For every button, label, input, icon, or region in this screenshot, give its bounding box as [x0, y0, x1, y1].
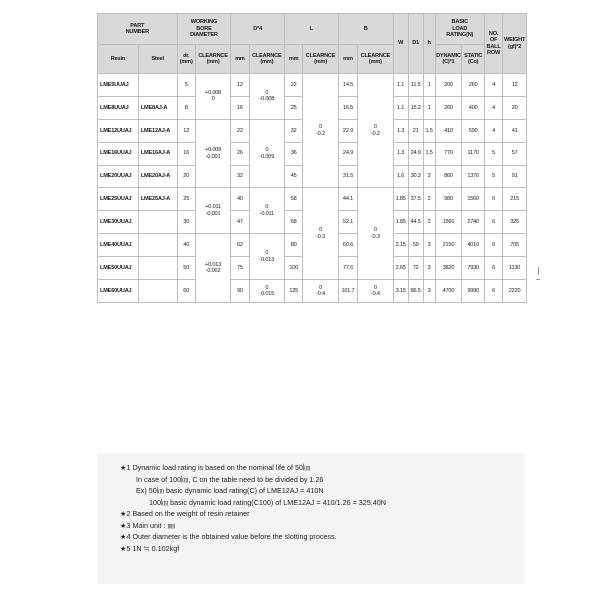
- bore-dr: 60: [177, 280, 195, 303]
- weight-value: 325: [503, 211, 527, 234]
- specification-table: [97, 13, 527, 303]
- b-mm: 44.1: [338, 188, 357, 211]
- note-dynamic-load: ★1 Dynamic load rating is based on the nominal life of 50㎞: [120, 463, 311, 472]
- tol-lower: -0.009: [259, 153, 275, 160]
- h-value: 1.5: [423, 142, 435, 165]
- bore-dr: 30: [177, 211, 195, 234]
- static-value: 2740: [462, 211, 485, 234]
- b-clearance: [358, 280, 393, 303]
- ball-rows-value: 6: [484, 257, 502, 280]
- resin-part: LME16UUAJ: [98, 142, 139, 165]
- dynamic-value: 860: [435, 165, 462, 188]
- table-row: [98, 280, 527, 303]
- resin-part: LME25UUAJ: [98, 188, 139, 211]
- bore-dr: 50: [177, 257, 195, 280]
- note-example-detail: 100㎞ basic dynamic load rating(C100) of LME12AJ = 410/1.26 = 325.40N: [149, 497, 386, 507]
- d1-value: 24.9: [408, 142, 423, 165]
- weight-value: 2220: [503, 280, 527, 303]
- header-working-bore: WORKING BORE DIAMETER: [177, 14, 231, 45]
- tol-upper: +0.009: [205, 147, 222, 154]
- l-mm: 80: [285, 234, 303, 257]
- h-value: 1: [423, 96, 435, 119]
- static-value: 7930: [462, 257, 485, 280]
- d-clearance: [249, 280, 284, 303]
- header-static: STATIC (Co): [462, 45, 485, 74]
- b-mm: 101.7: [338, 280, 357, 303]
- bore-clearance: [195, 234, 230, 303]
- tol-lower: -0.011: [259, 210, 274, 217]
- resin-part: LME60UUAJ: [98, 280, 139, 303]
- w-value: 2.65: [393, 257, 408, 280]
- static-value: 400: [462, 96, 485, 119]
- l-mm: 125: [285, 280, 303, 303]
- tol-lower: -0.3: [370, 233, 380, 240]
- tol-lower: -0.015: [259, 290, 275, 297]
- header-part-number: PART NUMBER: [98, 14, 178, 45]
- weight-value: 705: [503, 234, 527, 257]
- resin-part: LME5UUAJ: [98, 74, 139, 97]
- tol-upper: 0: [319, 227, 322, 234]
- tol-lower: -0.002: [205, 268, 221, 275]
- dynamic-value: 770: [435, 142, 462, 165]
- l-mm: 36: [285, 142, 303, 165]
- tol-lower: -0.013: [259, 256, 275, 263]
- tol-lower: 0: [211, 96, 215, 103]
- resin-part: LME30UUAJ: [98, 211, 139, 234]
- tol-lower: -0.2: [316, 130, 325, 137]
- tol-upper: 0: [265, 89, 269, 96]
- margin-mark: [536, 279, 540, 280]
- h-value: 2: [423, 188, 435, 211]
- tol-upper: 0: [265, 250, 269, 257]
- tol-upper: 0: [265, 204, 269, 211]
- l-mm: 25: [285, 96, 303, 119]
- note-conversion: ★5 1N ≒ 0.102kgf: [120, 543, 180, 553]
- header-dynamic: DYNAMIC (C)*1: [435, 45, 462, 74]
- dynamic-value: 410: [435, 119, 462, 142]
- dynamic-value: 2150: [435, 234, 462, 257]
- h-value: 3: [423, 280, 435, 303]
- header-ball-rows: NO. OF BALL ROW: [484, 14, 502, 74]
- steel-part: [138, 74, 177, 97]
- d1-value: 21: [408, 119, 423, 142]
- d-clearance: [249, 74, 284, 120]
- header-b: B: [338, 14, 393, 45]
- steel-part: [138, 211, 177, 234]
- header-resin: Resin: [98, 45, 139, 74]
- d-clearance: [249, 119, 284, 188]
- w-value: 1.6: [393, 165, 408, 188]
- steel-part: LME20AJ-A: [138, 165, 177, 188]
- w-value: 1.1: [393, 96, 408, 119]
- static-value: 1560: [462, 188, 485, 211]
- h-value: 1.5: [423, 119, 435, 142]
- tol-lower: -0.001: [205, 153, 221, 160]
- header-l: L: [285, 14, 339, 45]
- tol-upper: 0: [373, 227, 377, 234]
- d-mm: 12: [231, 74, 249, 97]
- h-value: 2: [423, 165, 435, 188]
- bore-dr: 20: [177, 165, 195, 188]
- d-clearance: [249, 188, 284, 234]
- resin-part: LME40UUAJ: [98, 234, 139, 257]
- h-value: 1: [423, 74, 435, 97]
- static-value: 1370: [462, 165, 485, 188]
- tol-lower: -0.2: [370, 130, 380, 137]
- b-mm: 14.5: [338, 74, 357, 97]
- static-value: 1170: [462, 142, 485, 165]
- header-d1: D1: [408, 14, 423, 74]
- tol-lower: -0.008: [259, 96, 275, 103]
- tol-upper: +0.013: [205, 261, 222, 268]
- ball-rows-value: 5: [484, 142, 502, 165]
- dynamic-value: 1560: [435, 211, 462, 234]
- weight-value: 12: [503, 74, 527, 97]
- l-mm: 68: [285, 211, 303, 234]
- weight-value: 1130: [503, 257, 527, 280]
- ball-rows-value: 5: [484, 165, 502, 188]
- dynamic-value: 3820: [435, 257, 462, 280]
- static-value: 260: [462, 74, 485, 97]
- steel-part: LME16AJ-A: [138, 142, 177, 165]
- tol-upper: 0: [265, 147, 269, 154]
- ball-rows-value: 4: [484, 74, 502, 97]
- b-mm: 77.6: [338, 257, 357, 280]
- ball-rows-value: 6: [484, 234, 502, 257]
- d1-value: 15.2: [408, 96, 423, 119]
- d-clearance: [249, 234, 284, 280]
- w-value: 1.85: [393, 211, 408, 234]
- l-clearance: [303, 188, 338, 280]
- ball-rows-value: 4: [484, 119, 502, 142]
- note-example: Ex) 50㎞ basic dynamic load rating(C) of LME12AJ = 410N: [136, 486, 324, 495]
- w-value: 3.15: [393, 280, 408, 303]
- d1-value: 30.3: [408, 165, 423, 188]
- weight-value: 41: [503, 119, 527, 142]
- tol-lower: -0.4: [370, 290, 380, 297]
- w-value: 1.3: [393, 119, 408, 142]
- d1-value: 86.5: [408, 280, 423, 303]
- header-l-mm: mm: [285, 45, 303, 74]
- h-value: 3: [423, 234, 435, 257]
- header-l-clearance: CLEARNCE (mm): [303, 45, 338, 74]
- d1-value: 11.5: [408, 74, 423, 97]
- table-row: [98, 74, 527, 97]
- bore-dr: 40: [177, 234, 195, 257]
- weight-value: 91: [503, 165, 527, 188]
- ball-rows-value: 6: [484, 211, 502, 234]
- d-mm: 62: [231, 234, 249, 257]
- tol-upper: 0: [373, 284, 377, 291]
- bore-dr: 16: [177, 142, 195, 165]
- header-basic-load-rating: BASIC LOAD RATING(N): [435, 14, 484, 45]
- tol-lower: -0.001: [205, 210, 221, 217]
- margin-mark: [538, 267, 539, 275]
- tol-upper: +0.008: [205, 89, 222, 96]
- bore-clearance: [195, 188, 230, 234]
- h-value: 3: [423, 257, 435, 280]
- static-value: 590: [462, 119, 485, 142]
- steel-part: [138, 257, 177, 280]
- notes-box: [97, 453, 525, 584]
- bore-clearance: [195, 119, 230, 188]
- tol-upper: +0.011: [205, 204, 221, 211]
- b-mm: 24.9: [338, 142, 357, 165]
- weight-value: 57: [503, 142, 527, 165]
- l-mm: 58: [285, 188, 303, 211]
- header-d-clearance: CLEARNCE (mm): [249, 45, 284, 74]
- header-b-clearance: CLEARNCE (mm): [358, 45, 393, 74]
- d-mm: 32: [231, 165, 249, 188]
- b-clearance: [358, 188, 393, 280]
- header-steel: Steel: [138, 45, 177, 74]
- d1-value: 37.5: [408, 188, 423, 211]
- l-mm: 45: [285, 165, 303, 188]
- d-mm: 40: [231, 188, 249, 211]
- d-mm: 22: [231, 119, 249, 142]
- header-d-mm: mm: [231, 45, 249, 74]
- static-value: 4010: [462, 234, 485, 257]
- table-row: [98, 188, 527, 211]
- resin-part: LME50UUAJ: [98, 257, 139, 280]
- bore-dr: 8: [177, 96, 195, 119]
- tol-upper: 0: [265, 284, 269, 291]
- d-mm: 47: [231, 211, 249, 234]
- l-mm: 22: [285, 74, 303, 97]
- resin-part: LME12UUAJ: [98, 119, 139, 142]
- h-value: 2: [423, 211, 435, 234]
- weight-value: 20: [503, 96, 527, 119]
- d-mm: 16: [231, 96, 249, 119]
- ball-rows-value: 6: [484, 188, 502, 211]
- b-clearance: [358, 74, 393, 188]
- steel-part: LME12AJ-A: [138, 119, 177, 142]
- note-dynamic-load-detail: In case of 100㎞, C on the table need to be divided by 1.26: [136, 474, 324, 484]
- header-d-outer: D*4: [231, 14, 285, 45]
- d-mm: 90: [231, 280, 249, 303]
- tol-lower: -0.3: [316, 233, 325, 240]
- w-value: 1.85: [393, 188, 408, 211]
- header-weight: WEIGHT (gf)*2: [503, 14, 527, 74]
- resin-part: LME8UUAJ: [98, 96, 139, 119]
- weight-value: 215: [503, 188, 527, 211]
- steel-part: [138, 280, 177, 303]
- dynamic-value: 4700: [435, 280, 462, 303]
- static-value: 9990: [462, 280, 485, 303]
- dynamic-value: 200: [435, 74, 462, 97]
- dynamic-value: 260: [435, 96, 462, 119]
- dynamic-value: 980: [435, 188, 462, 211]
- d-mm: 26: [231, 142, 249, 165]
- tol-upper: 0: [319, 124, 322, 131]
- bore-dr: 5: [177, 74, 195, 97]
- l-clearance: [303, 280, 338, 303]
- d-mm: 75: [231, 257, 249, 280]
- ball-rows-value: 4: [484, 96, 502, 119]
- ball-rows-value: 6: [484, 280, 502, 303]
- steel-part: LME8AJ-A: [138, 96, 177, 119]
- tol-upper: 0: [319, 284, 322, 291]
- d1-value: 44.5: [408, 211, 423, 234]
- note-unit: ★3 Main unit : ㎜: [120, 520, 175, 530]
- l-mm: 32: [285, 119, 303, 142]
- d1-value: 59: [408, 234, 423, 257]
- d1-value: 72: [408, 257, 423, 280]
- b-mm: 60.6: [338, 234, 357, 257]
- b-mm: 52.1: [338, 211, 357, 234]
- header-w: W: [393, 14, 408, 74]
- l-clearance: [303, 74, 338, 188]
- w-value: 1.3: [393, 142, 408, 165]
- header-bore-clearance: CLEARNCE (mm): [195, 45, 230, 74]
- steel-part: [138, 234, 177, 257]
- tol-upper: 0: [373, 124, 377, 131]
- bore-dr: 25: [177, 188, 195, 211]
- header-dr: dr. (mm): [177, 45, 195, 74]
- l-mm: 100: [285, 257, 303, 280]
- bore-clearance: [195, 74, 230, 120]
- steel-part: LME25AJ-A: [138, 188, 177, 211]
- header-b-mm: mm: [338, 45, 357, 74]
- resin-part: LME20UUAJ: [98, 165, 139, 188]
- b-mm: 16.5: [338, 96, 357, 119]
- b-mm: 31.5: [338, 165, 357, 188]
- w-value: 1.1: [393, 74, 408, 97]
- tol-lower: -0.4: [316, 290, 325, 297]
- bore-dr: 12: [177, 119, 195, 142]
- header-h: h: [423, 14, 435, 74]
- note-weight: ★2 Based on the weight of resin retainer: [120, 509, 250, 518]
- b-mm: 22.9: [338, 119, 357, 142]
- w-value: 2.15: [393, 234, 408, 257]
- note-outer-diameter: ★4 Outer diameter is the obtained value before the slotting process.: [120, 532, 337, 541]
